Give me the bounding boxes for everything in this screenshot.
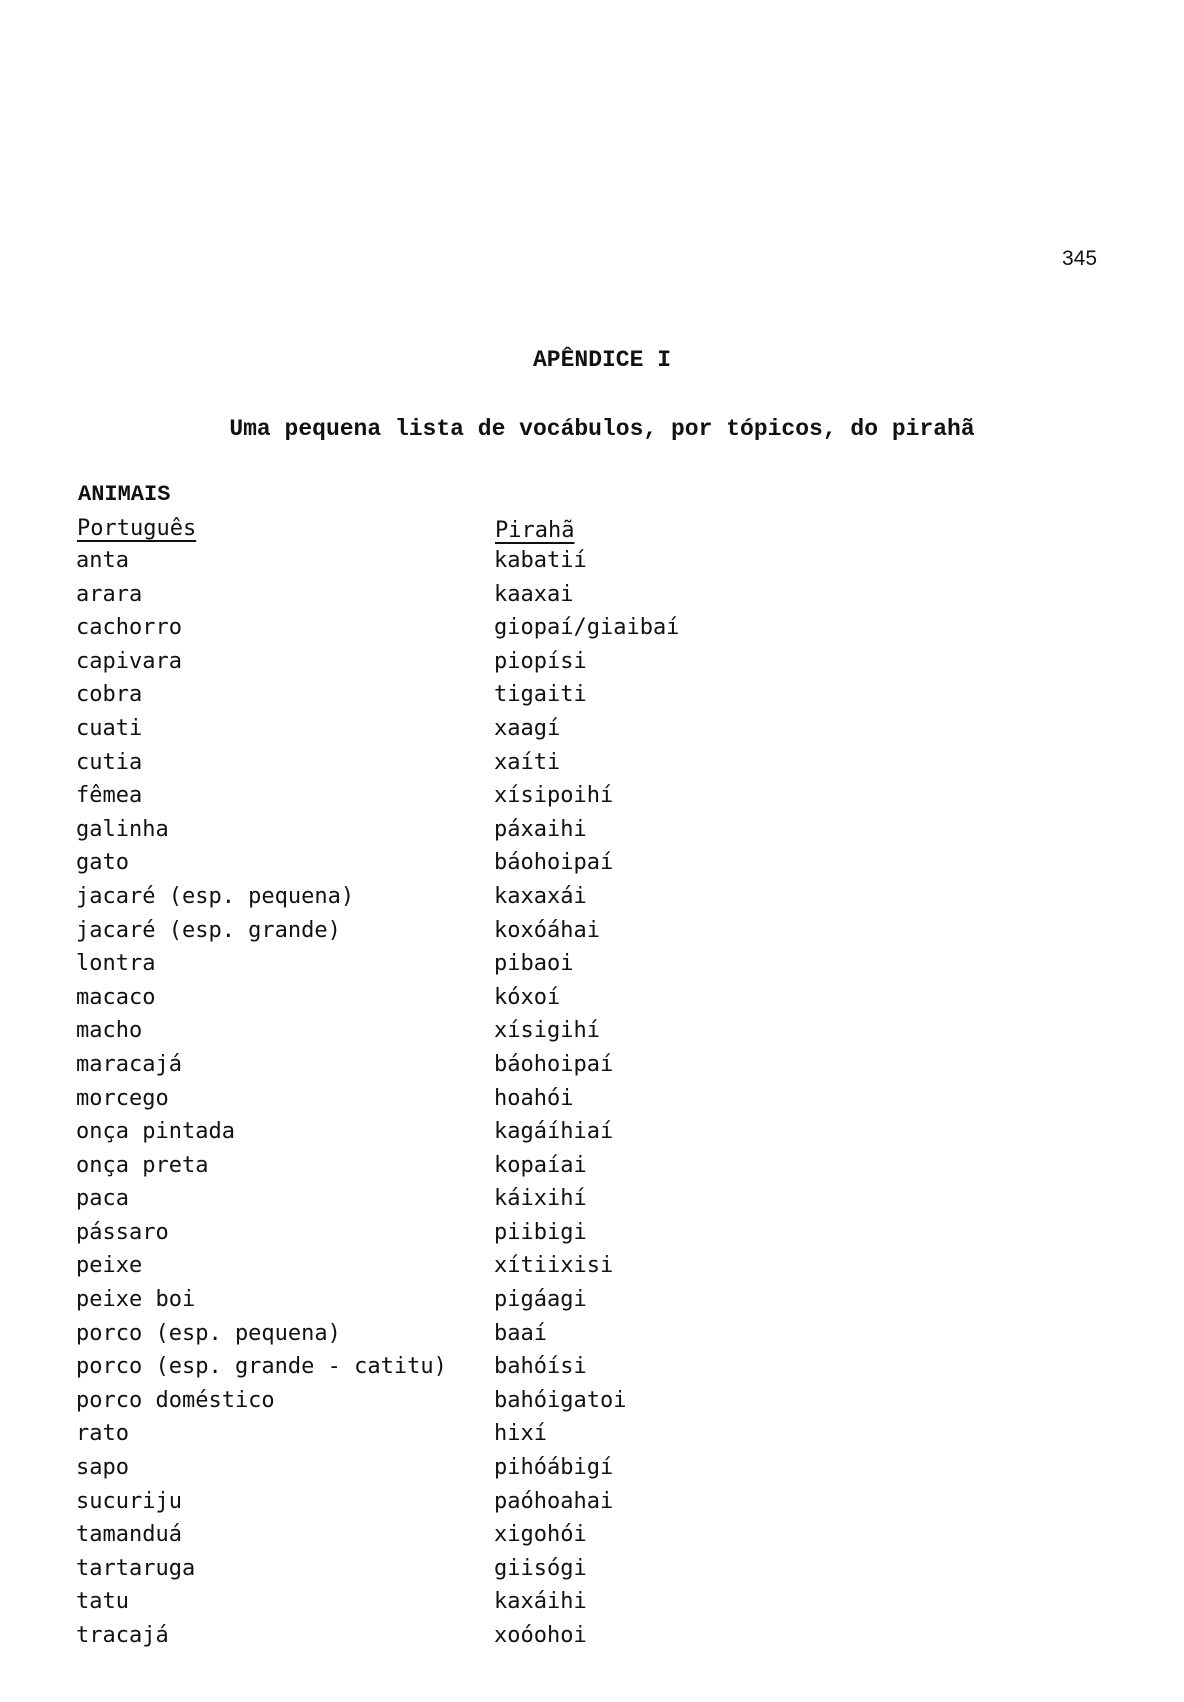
portuguese-word: cuati (76, 715, 143, 741)
piraha-word: xoóohoi (494, 1623, 587, 1648)
vocab-row (0, 918, 1184, 952)
portuguese-word: fêmea (76, 783, 143, 809)
piraha-word: hixí (494, 1421, 547, 1447)
portuguese-word: cutia (76, 749, 143, 775)
column-header-piraha: Pirahã (495, 518, 575, 543)
portuguese-word: sapo (76, 1455, 129, 1481)
portuguese-word: jacaré (esp. pequena) (76, 883, 355, 909)
portuguese-word: jacaré (esp. grande) (76, 917, 341, 943)
portuguese-word: galinha (76, 816, 169, 842)
portuguese-word: arara (76, 581, 143, 607)
piraha-word: bahóigatoi (494, 1387, 627, 1413)
piraha-word: xaagí (494, 715, 561, 741)
portuguese-word: tatu (76, 1589, 129, 1615)
piraha-word: giisógi (494, 1555, 587, 1581)
portuguese-word: onça preta (76, 1152, 209, 1178)
vocab-row (0, 1589, 1184, 1623)
piraha-word: hoahói (494, 1085, 574, 1111)
portuguese-word: porco doméstico (76, 1387, 275, 1413)
vocab-row (0, 1421, 1184, 1455)
vocab-row (0, 615, 1184, 649)
vocab-row (0, 1321, 1184, 1355)
appendix-title: APÊNDICE I (532, 347, 672, 373)
vocab-row (0, 951, 1184, 985)
piraha-word: xigohói (494, 1522, 587, 1548)
portuguese-word: cachorro (76, 615, 182, 641)
piraha-word: piibigi (494, 1219, 587, 1245)
portuguese-word: tracajá (76, 1623, 169, 1648)
column-header-portuguese: Português (77, 516, 197, 541)
vocab-row (0, 649, 1184, 683)
portuguese-word: peixe boi (76, 1287, 196, 1313)
portuguese-word: rato (76, 1421, 129, 1447)
portuguese-word: tamanduá (76, 1522, 182, 1548)
piraha-word: piopísi (494, 648, 587, 674)
vocab-row (0, 1253, 1184, 1287)
vocab-row (0, 1153, 1184, 1187)
vocab-row (0, 1018, 1184, 1052)
vocab-row (0, 682, 1184, 716)
portuguese-word: capivara (76, 648, 182, 674)
portuguese-word: peixe (76, 1253, 143, 1279)
vocab-row (0, 1522, 1184, 1556)
portuguese-word: morcego (76, 1085, 169, 1111)
vocab-row (0, 1354, 1184, 1388)
portuguese-word: gato (76, 850, 129, 876)
portuguese-word: tartaruga (76, 1555, 196, 1581)
portuguese-word: anta (76, 548, 129, 573)
vocab-row (0, 985, 1184, 1019)
vocab-row (0, 1186, 1184, 1220)
portuguese-word: paca (76, 1186, 129, 1212)
piraha-word: paóhoahai (494, 1488, 614, 1514)
portuguese-word: macho (76, 1018, 143, 1044)
piraha-word: báohoipaí (494, 850, 614, 876)
vocab-row (0, 716, 1184, 750)
piraha-word: pigáagi (494, 1287, 587, 1313)
vocab-row (0, 1220, 1184, 1254)
vocab-row (0, 1556, 1184, 1590)
piraha-word: baaí (494, 1320, 547, 1346)
piraha-word: tigaiti (494, 682, 587, 708)
vocabulary-list (0, 548, 1184, 1657)
portuguese-word: cobra (76, 682, 143, 708)
piraha-word: pihóábigí (494, 1455, 614, 1481)
page-number: 345 (1062, 247, 1098, 270)
vocab-row (0, 850, 1184, 884)
piraha-word: kabatií (494, 548, 587, 573)
piraha-word: xísigihí (494, 1018, 600, 1044)
piraha-word: xítiixisi (494, 1253, 614, 1279)
portuguese-word: porco (esp. grande - catitu) (76, 1354, 447, 1380)
piraha-word: koxóáhai (494, 917, 600, 943)
piraha-word: kopaíai (494, 1152, 587, 1178)
portuguese-word: macaco (76, 984, 156, 1010)
vocab-row (0, 1287, 1184, 1321)
piraha-word: báohoipaí (494, 1051, 614, 1077)
piraha-word: xaíti (494, 749, 561, 775)
portuguese-word: lontra (76, 951, 156, 977)
vocab-row (0, 783, 1184, 817)
vocab-row (0, 1489, 1184, 1523)
piraha-word: kóxoí (494, 984, 561, 1010)
portuguese-word: sucuriju (76, 1488, 182, 1514)
piraha-word: xísipoihí (494, 783, 614, 809)
vocab-row (0, 1086, 1184, 1120)
piraha-word: káixihí (494, 1186, 587, 1212)
vocab-row (0, 1388, 1184, 1422)
vocab-row (0, 582, 1184, 616)
vocab-row (0, 817, 1184, 851)
vocab-row (0, 1052, 1184, 1086)
piraha-word: kaxaxái (494, 883, 587, 909)
portuguese-word: pássaro (76, 1219, 169, 1245)
section-heading: ANIMAIS (78, 482, 171, 507)
vocab-row (0, 1623, 1184, 1657)
vocab-row (0, 884, 1184, 918)
vocab-row (0, 548, 1184, 582)
portuguese-word: maracajá (76, 1051, 182, 1077)
piraha-word: bahóísi (494, 1354, 587, 1380)
vocab-row (0, 750, 1184, 784)
piraha-word: kagáíhiaí (494, 1119, 614, 1145)
appendix-subtitle: Uma pequena lista de vocábulos, por tópicos, do pirahã (229, 416, 975, 442)
piraha-word: pibaoi (494, 951, 574, 977)
piraha-word: kaaxai (494, 581, 574, 607)
portuguese-word: onça pintada (76, 1119, 235, 1145)
vocab-row (0, 1455, 1184, 1489)
piraha-word: giopaí/giaibaí (494, 615, 680, 641)
portuguese-word: porco (esp. pequena) (76, 1320, 341, 1346)
piraha-word: kaxáihi (494, 1589, 587, 1615)
vocab-row (0, 1119, 1184, 1153)
piraha-word: páxaihi (494, 816, 587, 842)
